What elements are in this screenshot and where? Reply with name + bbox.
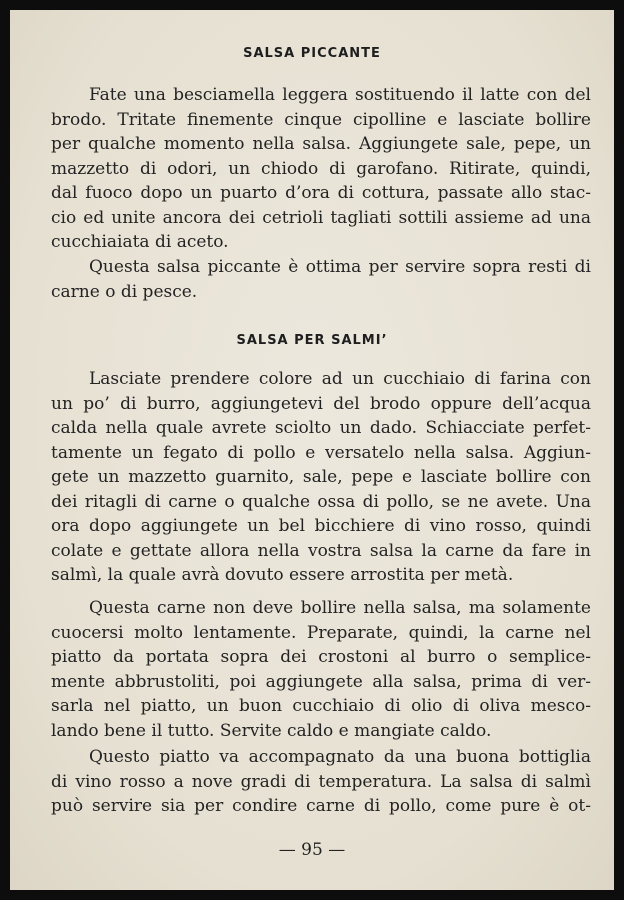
text-line: ora dopo aggiungete un bel bicchiere di vino rosso, quindi — [51, 516, 591, 536]
text-line: Fate una besciamella leggera sostituendo il latte con del — [89, 85, 591, 105]
text-line: Questa carne non deve bollire nella salsa, ma solamente — [89, 598, 591, 618]
text-line: salmì, la quale avrà dovuto essere arrostita per metà. — [51, 565, 514, 585]
text-line: può servire sia per condire carne di pollo, come pure è ot- — [51, 796, 591, 816]
book-page — [10, 10, 614, 890]
text-line: un po’ di burro, aggiungetevi del brodo oppure dell’acqua — [51, 393, 591, 414]
text-line: colate e gettate allora nella vostra salsa la carne da fare in — [51, 540, 591, 561]
text-line: dei ritagli di carne o qualche ossa di pollo, se ne avete. Una — [51, 491, 591, 512]
paragraph-salsa-piccante-1 — [51, 83, 591, 255]
text-line: per qualche momento nella salsa. Aggiungete sale, pepe, un — [51, 134, 591, 154]
page-number: — 95 — — [278, 840, 346, 860]
paragraph-salsa-salmi-3 — [51, 745, 591, 819]
text-line: cucchiaiata di aceto. — [51, 232, 229, 252]
paragraph-salsa-piccante-2 — [51, 255, 591, 304]
text-line: carne o di pesce. — [51, 281, 198, 302]
text-line: Lasciate prendere colore ad un cucchiaio di farina con — [89, 369, 591, 389]
text-line: mazzetto di odori, un chiodo di garofano. Ritirate, quindi, — [51, 158, 591, 179]
text-line: piatto da portata sopra dei crostoni al burro o semplice- — [51, 647, 591, 667]
section-title-salsa-per-salmi: SALSA PER SALMI’ — [236, 333, 388, 348]
paragraph-salsa-salmi-1 — [51, 367, 591, 588]
text-line: calda nella quale avrete sciolto un dado. Schiacciate perfet- — [51, 418, 591, 438]
text-line: dal fuoco dopo un puarto d’ora di cottura, passate allo stac- — [51, 183, 591, 203]
text-line: cuocersi molto lentamente. Preparate, quindi, la carne nel — [51, 622, 591, 643]
text-line: brodo. Tritate finemente cinque cipolline e lasciate bollire — [51, 109, 591, 130]
text-line: tamente un fegato di pollo e versatelo nella salsa. Aggiun- — [51, 442, 591, 463]
text-line: lando bene il tutto. Servite caldo e mangiate caldo. — [51, 720, 492, 741]
text-line: Questa salsa piccante è ottima per servire sopra resti di — [89, 257, 591, 277]
paragraph-salsa-salmi-2 — [51, 596, 591, 743]
text-line: cio ed unite ancora dei cetrioli tagliati sottili assieme ad una — [51, 207, 591, 228]
text-line: mente abbrustoliti, poi aggiungete alla salsa, prima di ver- — [51, 671, 591, 692]
section-title-salsa-piccante: SALSA PICCANTE — [243, 46, 381, 61]
text-line: sarla nel piatto, un buon cucchiaio di olio di oliva mesco- — [51, 696, 591, 716]
text-line: gete un mazzetto guarnito, sale, pepe e lasciate bollire con — [51, 467, 591, 487]
text-line: di vino rosso a nove gradi di temperatura. La salsa di salmì — [51, 771, 591, 792]
text-line: Questo piatto va accompagnato da una buona bottiglia — [89, 747, 591, 767]
